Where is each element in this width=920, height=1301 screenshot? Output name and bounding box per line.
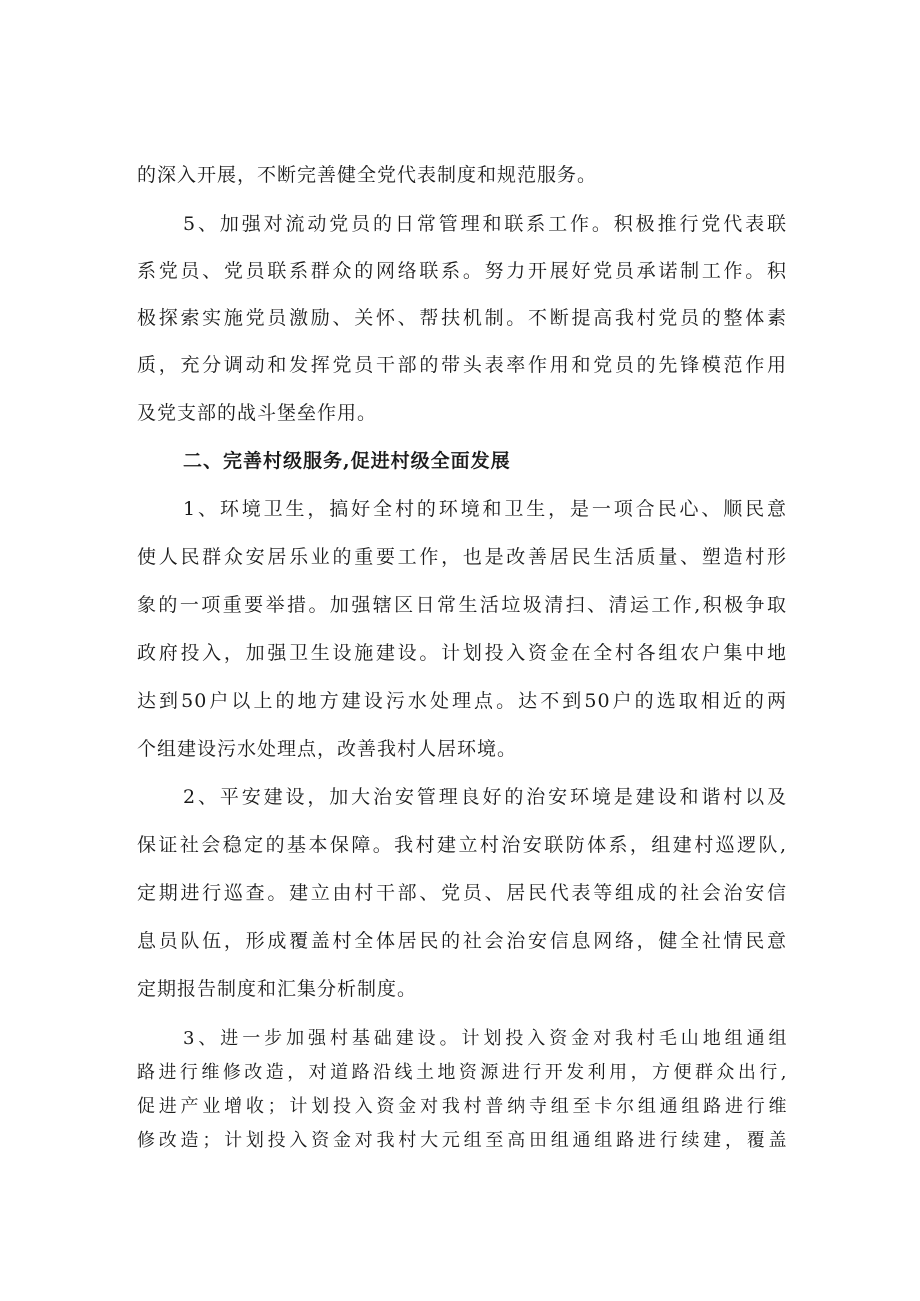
paragraph-line: 息员队伍，形成覆盖村全体居民的社会治安信息网络，健全社情民意	[137, 930, 787, 952]
paragraph-line: 保证社会稳定的基本保障。我村建立村治安联防体系，组建村巡逻队,	[137, 834, 787, 856]
paragraph-line: 政府投入，加强卫生设施建设。计划投入资金在全村各组农户集中地	[137, 642, 787, 664]
paragraph-line: 定期进行巡查。建立由村干部、党员、居民代表等组成的社会治安信	[137, 882, 787, 904]
paragraph-line: 路进行维修改造，对道路沿线土地资源进行开发利用，方便群众出行,	[137, 1062, 787, 1083]
paragraph-line: 1、环境卫生，搞好全村的环境和卫生，是一项合民心、顺民意	[183, 498, 787, 520]
paragraph-line: 达到50户以上的地方建设污水处理点。达不到50户的选取相近的两	[137, 690, 787, 712]
paragraph-line: 个组建设污水处理点，改善我村人居环境。	[137, 738, 518, 760]
section-heading: 二、完善村级服务,促进村级全面发展	[183, 450, 511, 472]
paragraph-line: 使人民群众安居乐业的重要工作，也是改善居民生活质量、塑造村形	[137, 546, 787, 568]
paragraph-line: 极探索实施党员激励、关怀、帮扶机制。不断提高我村党员的整体素	[137, 307, 787, 329]
paragraph-line: 促进产业增收；计划投入资金对我村普纳寺组至卡尔组通组路进行维	[137, 1096, 787, 1117]
paragraph-line: 2、平安建设，加大治安管理良好的治安环境是建设和谐村以及	[183, 786, 787, 808]
paragraph-line: 系党员、党员联系群众的网络联系。努力开展好党员承诺制工作。积	[137, 260, 787, 282]
paragraph-line: 的深入开展，不断完善健全党代表制度和规范服务。	[137, 164, 598, 186]
paragraph-line: 定期报告制度和汇集分析制度。	[137, 978, 418, 1000]
paragraph-line: 象的一项重要举措。加强辖区日常生活垃圾清扫、清运工作,积极争取	[137, 594, 787, 616]
paragraph-line: 及党支部的战斗堡垒作用。	[137, 402, 378, 424]
paragraph-line: 3、进一步加强村基础建设。计划投入资金对我村毛山地组通组	[183, 1028, 787, 1049]
paragraph-line: 5、加强对流动党员的日常管理和联系工作。积极推行党代表联	[183, 213, 787, 235]
paragraph-line: 修改造；计划投入资金对我村大元组至高田组通组路进行续建，覆盖	[137, 1130, 787, 1151]
paragraph-line: 质，充分调动和发挥党员干部的带头表率作用和党员的先锋模范作用	[137, 354, 787, 376]
